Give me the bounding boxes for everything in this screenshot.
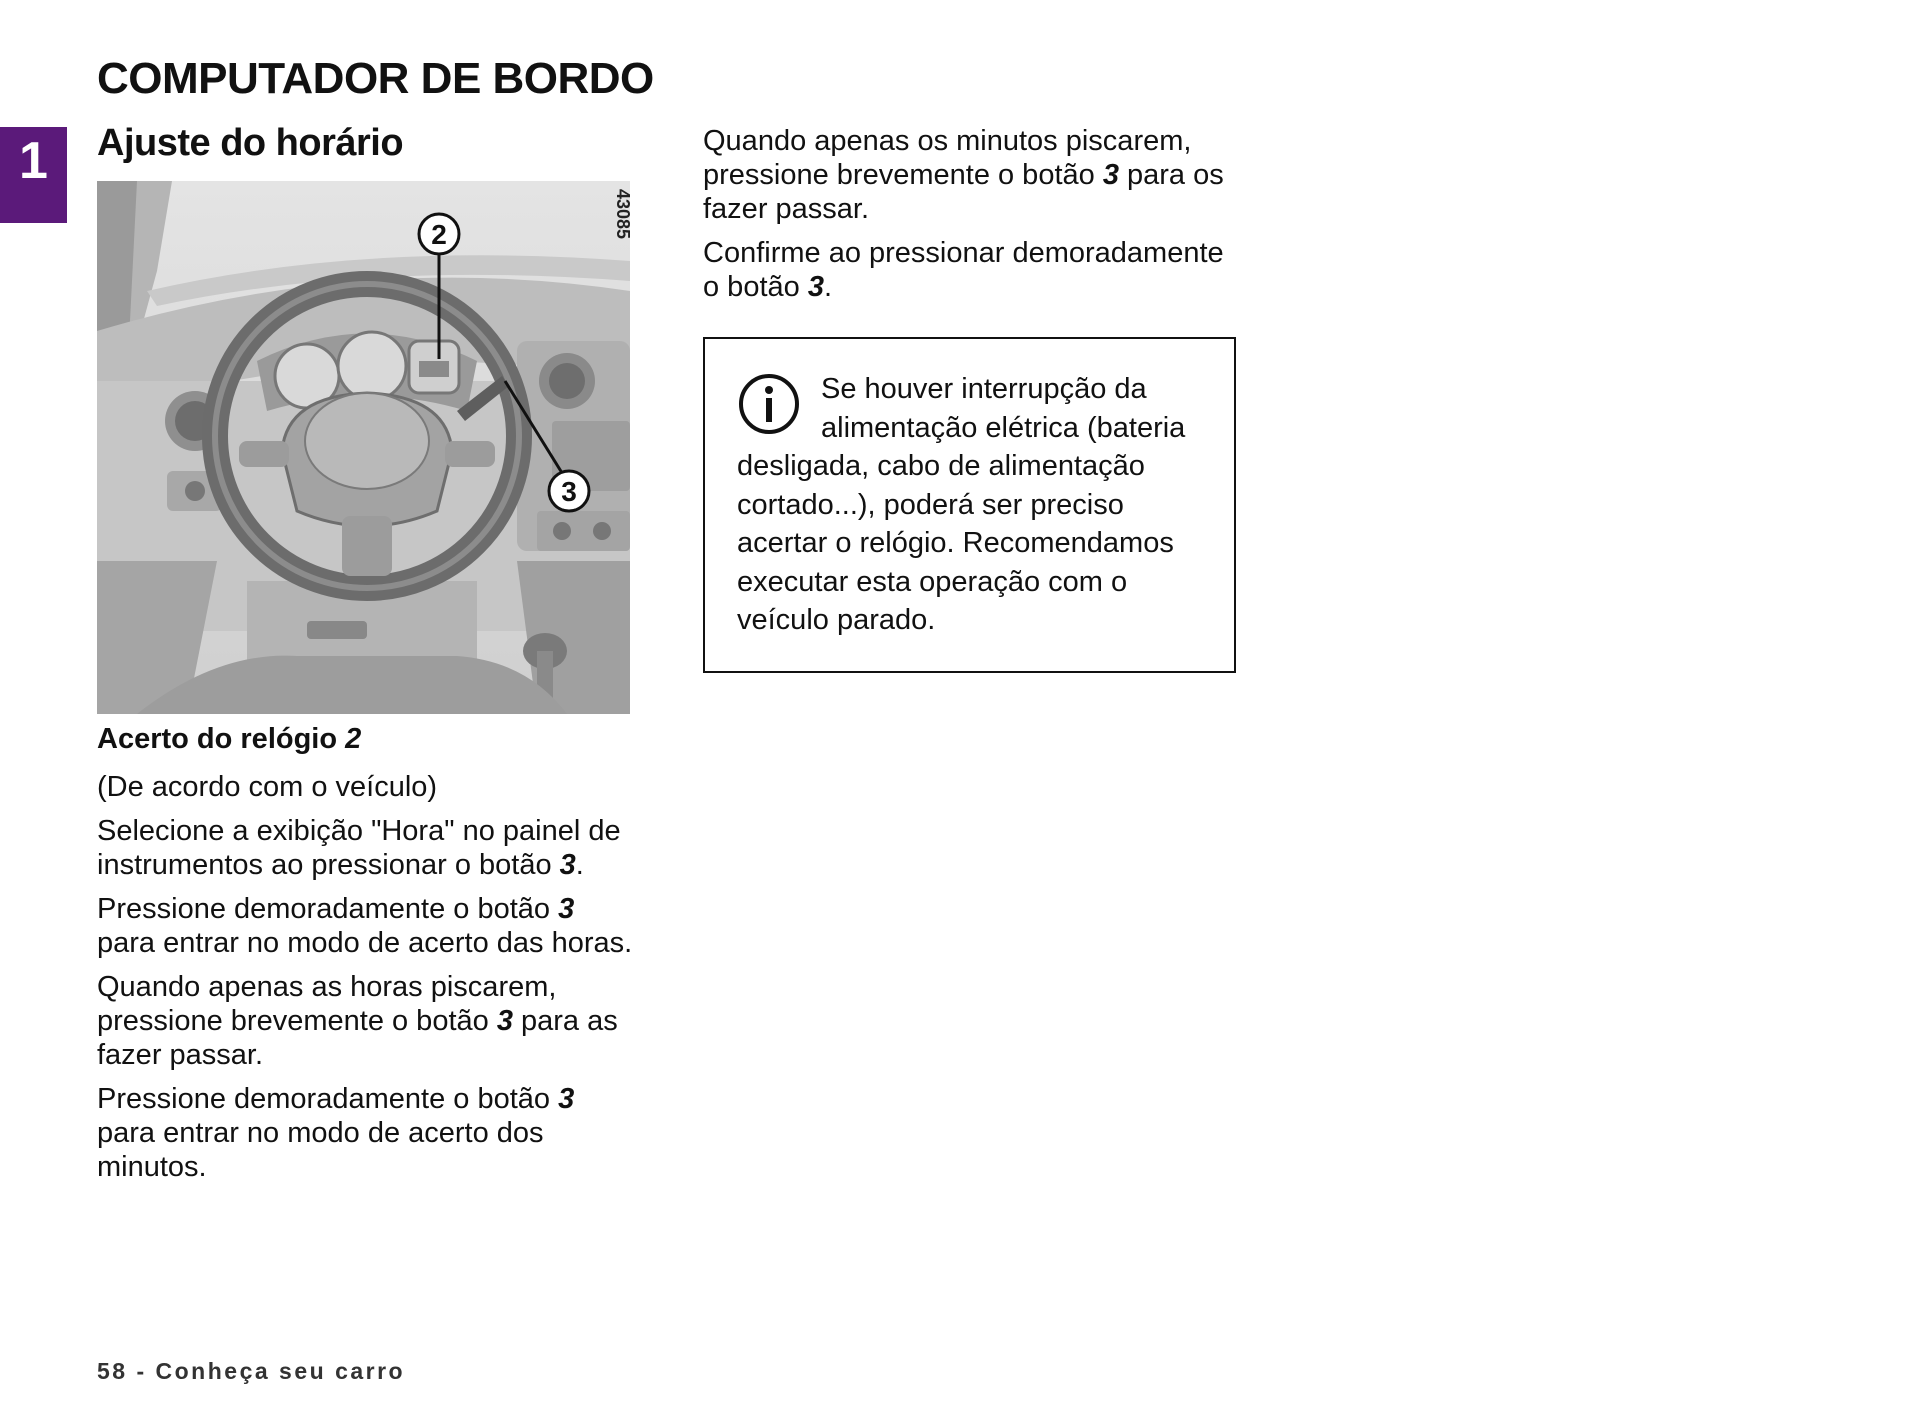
figure-reference-code: 43085 xyxy=(613,189,633,240)
dashboard-illustration xyxy=(97,181,633,714)
callout-2: 2 xyxy=(431,219,447,250)
info-icon xyxy=(737,372,801,436)
reference-number: 3 xyxy=(558,893,575,925)
paragraph: Pressione demoradamente o botão 3 para entrar no modo de acerto das horas. xyxy=(97,893,633,959)
paragraph: Confirme ao pressionar demoradamente o botão 3. xyxy=(703,237,1224,303)
paragraph: (De acordo com o veículo) xyxy=(97,771,438,803)
right-column xyxy=(703,124,1243,314)
note-text: Se houver interrupção da alimentação elétrica (bateria desligada, cabo de alimentação cortado...), poderá ser preciso acertar o relógio. Recomendamos executar esta operação com o veículo parado. xyxy=(737,373,1186,636)
paragraph: Quando apenas os minutos piscarem, pressione brevemente o botão 3 para os fazer passar. xyxy=(703,125,1224,225)
paragraph: Selecione a exibição "Hora" no painel de instrumentos ao pressionar o botão 3. xyxy=(97,815,621,881)
reference-number: 3 xyxy=(496,1005,513,1037)
left-column xyxy=(97,718,637,1194)
reference-number: 3 xyxy=(558,1083,575,1115)
callout-3: 3 xyxy=(561,476,577,507)
section-heading: Ajuste do horário xyxy=(97,122,404,164)
page-footer: 58 - Conheça seu carro xyxy=(97,1358,406,1384)
page-title: COMPUTADOR DE BORDO xyxy=(97,54,654,103)
reference-number: 3 xyxy=(807,271,824,303)
reference-number: 3 xyxy=(559,849,576,881)
chapter-tab xyxy=(0,127,67,223)
paragraph: Pressione demoradamente o botão 3 para entrar no modo de acerto dos minutos. xyxy=(97,1083,575,1183)
reference-number: 2 xyxy=(345,723,362,755)
clock-setting-subheading: Acerto do relógio 2 xyxy=(97,723,362,755)
info-note-box xyxy=(703,337,1236,673)
chapter-number: 1 xyxy=(19,132,48,190)
paragraph: Quando apenas as horas piscarem, pressione brevemente o botão 3 para as fazer passar. xyxy=(97,971,618,1071)
reference-number: 3 xyxy=(1102,159,1119,191)
